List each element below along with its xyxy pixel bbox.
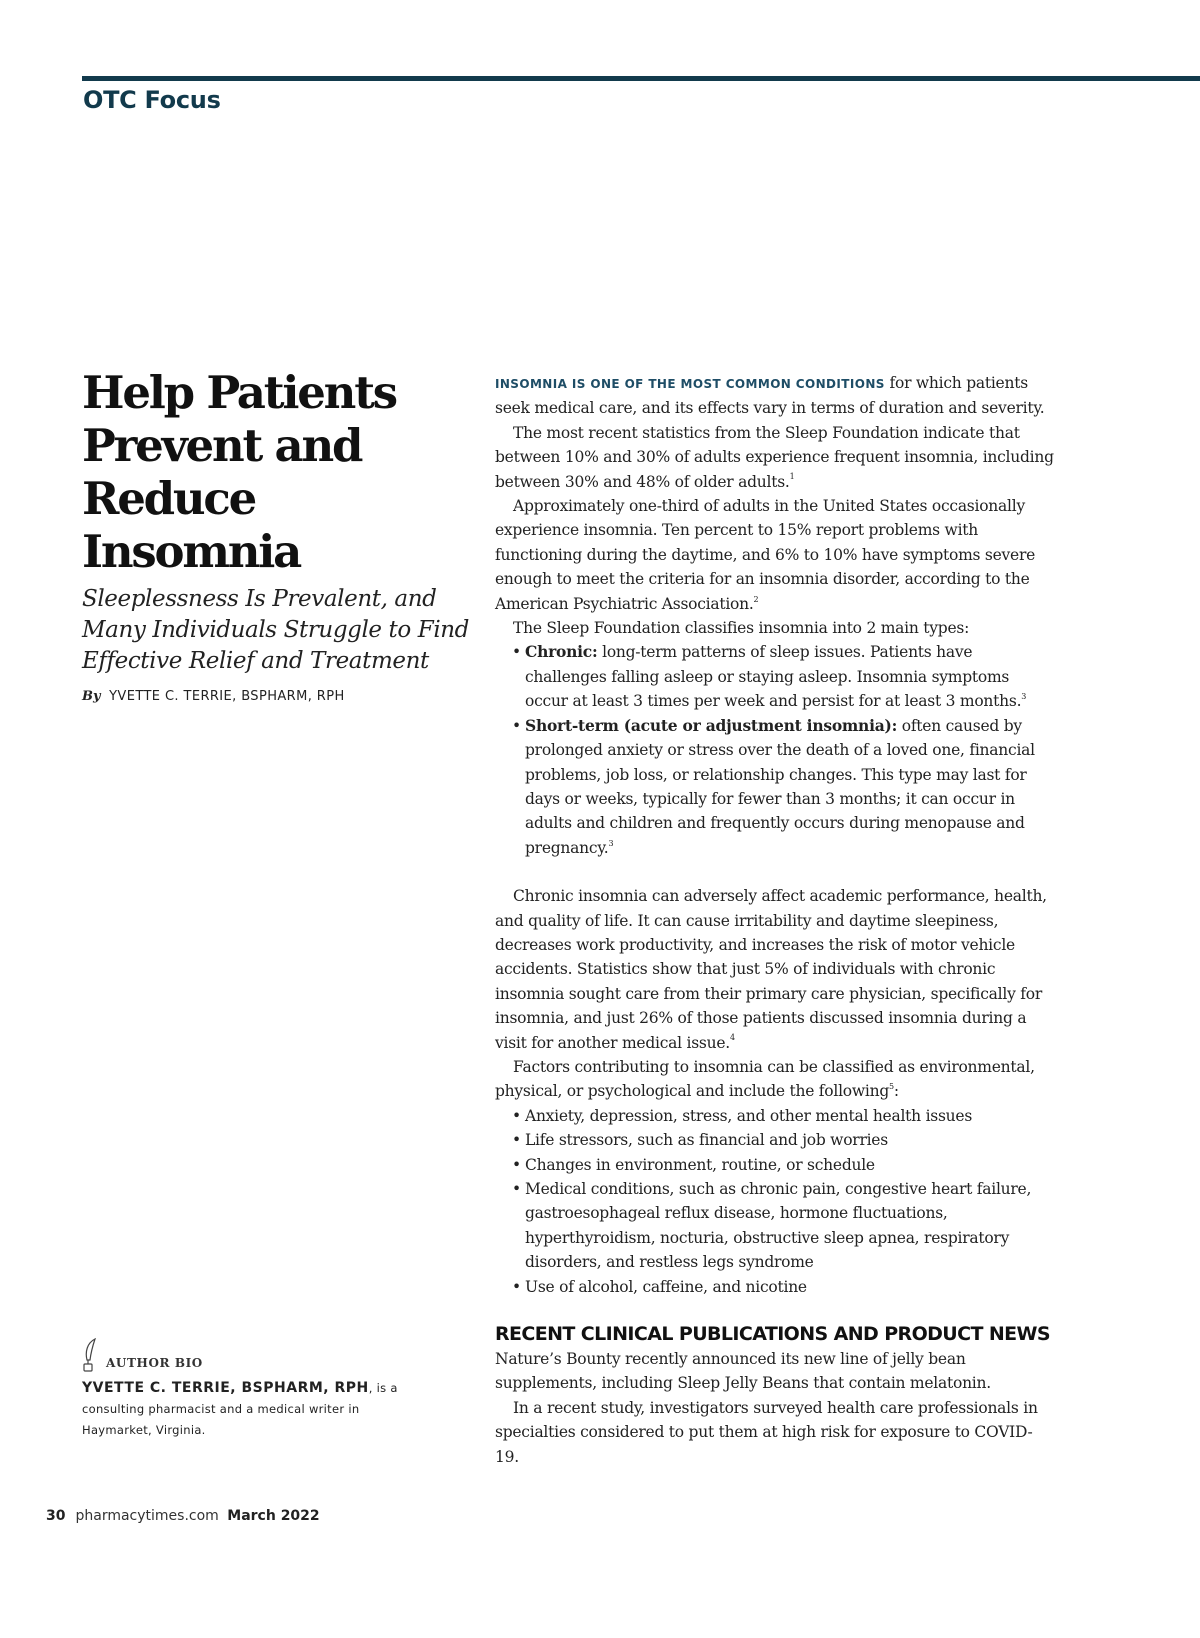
byline (82, 689, 482, 704)
author-bio-label: AUTHOR BIO (106, 1356, 203, 1370)
lead-in-caps: INSOMNIA IS ONE OF THE MOST COMMON CONDITIONS (495, 377, 885, 391)
paragraph: The most recent statistics from the Sleep Foundation indicate that between 10% and 30% of adults experience frequent insomnia, including between 30% and 48% of older adults.$^1$ (495, 423, 1054, 491)
byline-author: YVETTE C. TERRIE, BSPHARM, RPH (109, 689, 345, 704)
list-item: • Changes in environment, routine, or schedule (512, 1155, 875, 1174)
page-number: 30 (46, 1508, 66, 1524)
quill-pen-icon (82, 1338, 98, 1372)
list-item: • Short-term (acute or adjustment insomnia): often caused by prolonged anxiety or stress over the death of a loved one, financial problems, job loss, or relationship changes. This type may last for days or weeks, typically for fewer than 3 months; it can occur in adults and children and frequently occurs during menopause and pregnancy.$^3$ (512, 715, 1035, 857)
author-bio (82, 1338, 412, 1441)
reference: 2 (753, 594, 759, 604)
list-item: • Use of alcohol, caffeine, and nicotine (512, 1277, 807, 1296)
byline-by: By (82, 689, 101, 704)
reference: 3 (1021, 692, 1027, 702)
top-rule (82, 76, 1200, 81)
article-subtitle: Sleeplessness Is Prevalent, and Many Individuals Struggle to Find Effective Relief and Treatment (82, 586, 470, 674)
article-header (82, 366, 482, 704)
title-line: Help Patients (82, 366, 396, 419)
reference: 4 (729, 1033, 735, 1043)
section-label: OTC Focus (83, 86, 221, 114)
factors-list (495, 1104, 1055, 1299)
list-item: • Medical conditions, such as chronic pain, congestive heart failure, gastroesophageal reflux disease, hormone fluctuations, hyperthyroidism, nocturia, obstructive sleep apnea, respiratory disorders, and restless legs syndrome (512, 1180, 1032, 1272)
insomnia-types-list (495, 640, 1055, 860)
author-bio-text (82, 1378, 412, 1441)
reference: 1 (789, 472, 795, 482)
article-body (495, 371, 1055, 1469)
footer-issue: March 2022 (227, 1508, 320, 1524)
paragraph: INSOMNIA IS ONE OF THE MOST COMMON CONDITIONS for which patients seek medical care, and its effects vary in terms of duration and severity. (495, 374, 1045, 418)
paragraph: Chronic insomnia can adversely affect academic performance, health, and quality of life. It can cause irritability and daytime sleepiness, decreases work productivity, and increases the risk of motor vehicle accidents. Statistics show that just 5% of individuals with chronic insomnia sought care from their primary care physician, specifically for insomnia, and just 26% of those patients discussed insomnia during a visit for another medical issue.$^4$ (495, 887, 1047, 1052)
title-line: Reduce Insomnia (82, 472, 301, 578)
section-heading: RECENT CLINICAL PUBLICATIONS AND PRODUCT NEWS (495, 1323, 1050, 1346)
author-bio-name: YVETTE C. TERRIE, BSPHARM, RPH (82, 1380, 369, 1396)
reference: 3 (608, 838, 614, 848)
list-item: • Life stressors, such as financial and job worries (512, 1131, 888, 1150)
author-bio-description: , is a consulting pharmacist and a medical writer in Haymarket, Virginia. (82, 1381, 398, 1437)
reference: 5 (889, 1082, 894, 1092)
title-line: Prevent and (82, 419, 362, 472)
list-item: • Chronic: long-term patterns of sleep issues. Patients have challenges falling asleep or staying asleep. Insomnia symptoms occur at least 3 times per week and persist for at least 3 months.$^3$ (512, 642, 1027, 711)
paragraph: Approximately one-third of adults in the United States occasionally experience insomnia. Ten percent to 15% report problems with functioning during the daytime, and 6% to 10% have symptoms severe enough to meet the criteria for an insomnia disorder, according to the American Psychiatric Association.$^2$ (495, 497, 1036, 613)
paragraph: The Sleep Foundation classifies insomnia into 2 main types: (513, 619, 970, 638)
article-title (82, 366, 482, 578)
footer-site: pharmacytimes.com (75, 1508, 219, 1524)
list-item: • Anxiety, depression, stress, and other mental health issues (512, 1106, 973, 1125)
paragraph: In a recent study, investigators surveyed health care professionals in specialties considered to put them at high risk for exposure to COVID-19. (495, 1398, 1038, 1466)
page-footer (46, 1508, 320, 1524)
paragraph: Factors contributing to insomnia can be classified as environmental, physical, or psychological and include the following$^5$: (495, 1057, 1035, 1101)
paragraph: Nature’s Bounty recently announced its new line of jelly bean supplements, including Sleep Jelly Beans that contain melatonin. (495, 1350, 991, 1393)
